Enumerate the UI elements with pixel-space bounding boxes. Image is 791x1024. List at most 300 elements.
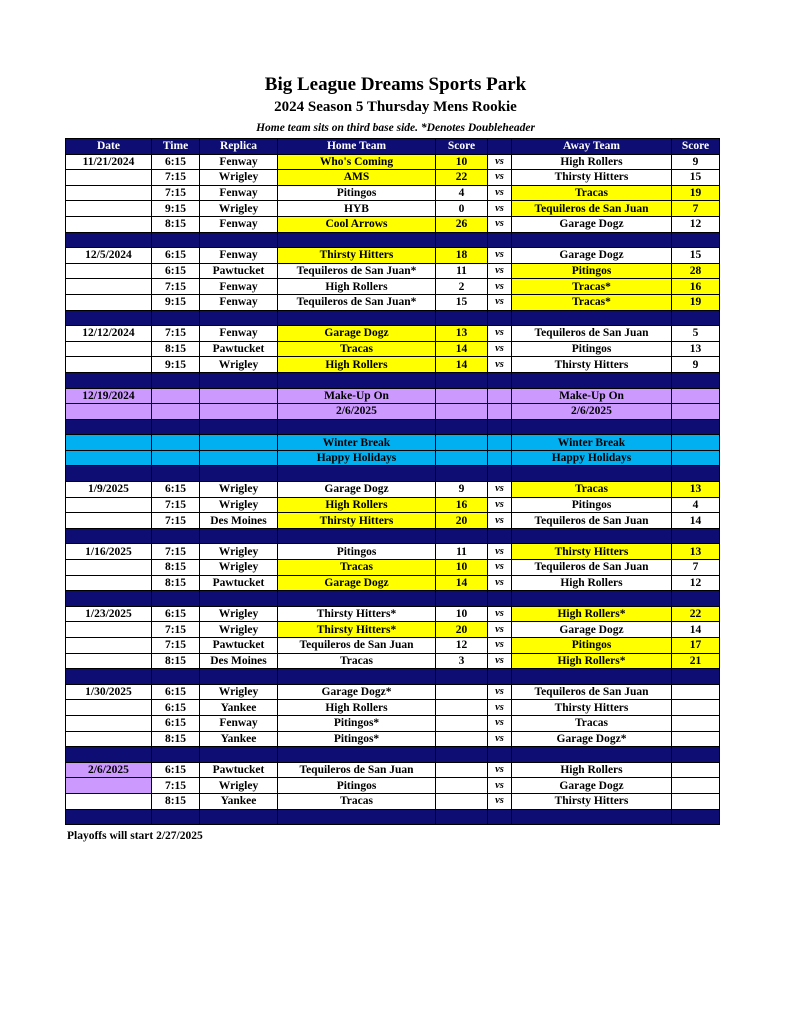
time-cell: 8:15	[152, 216, 200, 232]
away-score-cell: 15	[672, 248, 720, 264]
away-score-cell: 21	[672, 653, 720, 669]
vs-cell: vs	[488, 653, 512, 669]
away-score-cell	[672, 700, 720, 716]
home-team-cell: Make-Up On	[278, 388, 436, 404]
game-row	[66, 638, 720, 654]
page-subtitle: 2024 Season 5 Thursday Mens Rookie	[274, 99, 517, 115]
separator-cell	[152, 669, 200, 685]
home-team-cell: Pitingos	[278, 544, 436, 560]
time-cell	[152, 435, 200, 451]
separator-cell	[66, 591, 152, 607]
away-team-cell: Garage Dogz	[512, 248, 672, 264]
separator-cell	[152, 232, 200, 248]
away-score-cell: 13	[672, 341, 720, 357]
replica-cell: Fenway	[200, 294, 278, 310]
away-score-cell	[672, 435, 720, 451]
date-cell	[66, 700, 152, 716]
home-score-cell: 10	[436, 560, 488, 576]
game-row	[66, 326, 720, 342]
home-score-cell: 14	[436, 575, 488, 591]
time-cell: 6:15	[152, 606, 200, 622]
away-score-cell	[672, 793, 720, 809]
vs-cell: vs	[488, 154, 512, 170]
game-row	[66, 170, 720, 186]
home-team-cell: High Rollers	[278, 700, 436, 716]
replica-cell: Wrigley	[200, 560, 278, 576]
schedule-note: Home team sits on third base side. *Denotes Doubleheader	[256, 122, 535, 134]
replica-cell: Fenway	[200, 216, 278, 232]
home-team-cell: AMS	[278, 170, 436, 186]
time-cell: 8:15	[152, 653, 200, 669]
home-team-cell: Garage Dogz	[278, 575, 436, 591]
home-score-cell	[436, 450, 488, 466]
separator-cell	[278, 419, 436, 435]
away-score-cell: 22	[672, 606, 720, 622]
separator-cell	[278, 591, 436, 607]
home-score-cell	[436, 435, 488, 451]
separator-cell	[200, 310, 278, 326]
separator-cell	[512, 310, 672, 326]
home-team-cell: HYB	[278, 201, 436, 217]
game-row	[66, 684, 720, 700]
time-cell	[152, 404, 200, 420]
away-team-cell: High Rollers	[512, 154, 672, 170]
home-team-cell: Pitingos*	[278, 731, 436, 747]
date-cell	[66, 778, 152, 794]
home-team-cell: Pitingos*	[278, 715, 436, 731]
separator-cell	[436, 372, 488, 388]
home-score-cell: 20	[436, 622, 488, 638]
game-row	[66, 279, 720, 295]
game-row	[66, 762, 720, 778]
time-cell: 6:15	[152, 762, 200, 778]
home-team-cell: 2/6/2025	[278, 404, 436, 420]
separator-row	[66, 528, 720, 544]
time-cell: 7:15	[152, 326, 200, 342]
separator-cell	[436, 232, 488, 248]
separator-cell	[278, 669, 436, 685]
time-cell: 8:15	[152, 341, 200, 357]
time-cell: 6:15	[152, 715, 200, 731]
separator-cell	[512, 232, 672, 248]
separator-row	[66, 232, 720, 248]
time-cell	[152, 388, 200, 404]
separator-cell	[672, 419, 720, 435]
home-score-cell: 15	[436, 294, 488, 310]
separator-cell	[672, 591, 720, 607]
away-score-cell: 13	[672, 544, 720, 560]
separator-row	[66, 809, 720, 825]
away-team-cell: Pitingos	[512, 341, 672, 357]
date-cell	[66, 201, 152, 217]
date-cell	[66, 653, 152, 669]
replica-cell: Pawtucket	[200, 263, 278, 279]
away-team-cell: Garage Dogz	[512, 622, 672, 638]
away-team-cell: Tequileros de San Juan	[512, 684, 672, 700]
date-cell	[66, 450, 152, 466]
game-row	[66, 544, 720, 560]
makeup-row	[66, 388, 720, 404]
game-row	[66, 606, 720, 622]
time-cell: 8:15	[152, 575, 200, 591]
home-score-cell: 2	[436, 279, 488, 295]
vs-cell	[488, 404, 512, 420]
replica-cell: Wrigley	[200, 482, 278, 498]
separator-cell	[512, 466, 672, 482]
replica-cell: Yankee	[200, 731, 278, 747]
date-cell: 12/12/2024	[66, 326, 152, 342]
vs-cell: vs	[488, 762, 512, 778]
separator-cell	[278, 528, 436, 544]
time-cell: 7:15	[152, 638, 200, 654]
vs-cell: vs	[488, 497, 512, 513]
replica-cell: Wrigley	[200, 684, 278, 700]
header-replica: Replica	[200, 139, 278, 155]
replica-cell: Fenway	[200, 185, 278, 201]
header-home-score: Score	[436, 139, 488, 155]
home-score-cell	[436, 762, 488, 778]
separator-cell	[200, 747, 278, 763]
away-team-cell: Tracas	[512, 482, 672, 498]
separator-cell	[66, 232, 152, 248]
separator-cell	[278, 466, 436, 482]
separator-cell	[488, 232, 512, 248]
date-cell	[66, 341, 152, 357]
separator-cell	[66, 669, 152, 685]
separator-row	[66, 419, 720, 435]
separator-cell	[278, 310, 436, 326]
home-score-cell: 14	[436, 357, 488, 373]
separator-cell	[66, 466, 152, 482]
separator-cell	[278, 809, 436, 825]
away-score-cell: 14	[672, 622, 720, 638]
home-score-cell: 22	[436, 170, 488, 186]
replica-cell: Pawtucket	[200, 638, 278, 654]
separator-cell	[488, 669, 512, 685]
header-home-team: Home Team	[278, 139, 436, 155]
home-team-cell: Tequileros de San Juan*	[278, 294, 436, 310]
separator-cell	[488, 419, 512, 435]
separator-cell	[200, 232, 278, 248]
separator-cell	[672, 310, 720, 326]
separator-cell	[512, 528, 672, 544]
separator-cell	[152, 310, 200, 326]
time-cell: 6:15	[152, 154, 200, 170]
time-cell: 7:15	[152, 185, 200, 201]
away-score-cell: 12	[672, 216, 720, 232]
separator-cell	[200, 528, 278, 544]
replica-cell	[200, 404, 278, 420]
away-score-cell: 19	[672, 294, 720, 310]
date-cell	[66, 575, 152, 591]
separator-cell	[200, 419, 278, 435]
replica-cell	[200, 388, 278, 404]
home-score-cell	[436, 793, 488, 809]
break-row	[66, 435, 720, 451]
separator-cell	[488, 528, 512, 544]
time-cell: 8:15	[152, 731, 200, 747]
vs-cell: vs	[488, 544, 512, 560]
replica-cell: Wrigley	[200, 544, 278, 560]
game-row	[66, 357, 720, 373]
date-cell	[66, 404, 152, 420]
away-score-cell: 7	[672, 201, 720, 217]
away-team-cell: Garage Dogz	[512, 778, 672, 794]
header-away-team: Away Team	[512, 139, 672, 155]
home-team-cell: Thirsty Hitters	[278, 513, 436, 529]
separator-cell	[436, 809, 488, 825]
away-team-cell: Make-Up On	[512, 388, 672, 404]
vs-cell	[488, 450, 512, 466]
away-team-cell: Winter Break	[512, 435, 672, 451]
away-score-cell: 16	[672, 279, 720, 295]
time-cell: 7:15	[152, 497, 200, 513]
away-score-cell: 28	[672, 263, 720, 279]
game-row	[66, 216, 720, 232]
date-cell	[66, 185, 152, 201]
home-team-cell: Cool Arrows	[278, 216, 436, 232]
date-cell	[66, 294, 152, 310]
away-team-cell: Tracas*	[512, 279, 672, 295]
separator-cell	[436, 419, 488, 435]
header-away-score: Score	[672, 139, 720, 155]
away-score-cell	[672, 778, 720, 794]
replica-cell: Pawtucket	[200, 341, 278, 357]
date-cell	[66, 638, 152, 654]
away-team-cell: 2/6/2025	[512, 404, 672, 420]
vs-cell	[488, 435, 512, 451]
away-score-cell: 12	[672, 575, 720, 591]
header-vs	[488, 139, 512, 155]
separator-cell	[200, 669, 278, 685]
replica-cell: Wrigley	[200, 606, 278, 622]
separator-cell	[512, 669, 672, 685]
vs-cell: vs	[488, 294, 512, 310]
replica-cell: Fenway	[200, 326, 278, 342]
separator-row	[66, 747, 720, 763]
replica-cell: Fenway	[200, 279, 278, 295]
replica-cell: Wrigley	[200, 201, 278, 217]
replica-cell: Fenway	[200, 248, 278, 264]
away-team-cell: Pitingos	[512, 497, 672, 513]
separator-row	[66, 310, 720, 326]
away-team-cell: High Rollers	[512, 575, 672, 591]
away-score-cell: 15	[672, 170, 720, 186]
date-cell	[66, 513, 152, 529]
date-cell	[66, 560, 152, 576]
time-cell: 8:15	[152, 793, 200, 809]
vs-cell: vs	[488, 357, 512, 373]
separator-cell	[512, 591, 672, 607]
away-team-cell: High Rollers*	[512, 606, 672, 622]
home-score-cell: 0	[436, 201, 488, 217]
separator-cell	[436, 591, 488, 607]
separator-cell	[488, 747, 512, 763]
game-row	[66, 497, 720, 513]
header-time: Time	[152, 139, 200, 155]
separator-cell	[200, 466, 278, 482]
home-score-cell: 10	[436, 154, 488, 170]
away-team-cell: Tracas	[512, 715, 672, 731]
date-cell	[66, 715, 152, 731]
separator-row	[66, 591, 720, 607]
home-score-cell	[436, 715, 488, 731]
home-team-cell: Thirsty Hitters	[278, 248, 436, 264]
separator-cell	[436, 669, 488, 685]
vs-cell: vs	[488, 560, 512, 576]
vs-cell: vs	[488, 326, 512, 342]
home-score-cell	[436, 388, 488, 404]
home-score-cell	[436, 778, 488, 794]
vs-cell: vs	[488, 341, 512, 357]
away-score-cell	[672, 715, 720, 731]
separator-cell	[512, 419, 672, 435]
vs-cell: vs	[488, 185, 512, 201]
time-cell: 7:15	[152, 279, 200, 295]
vs-cell: vs	[488, 606, 512, 622]
header-date: Date	[66, 139, 152, 155]
time-cell: 6:15	[152, 482, 200, 498]
separator-row	[66, 372, 720, 388]
game-row	[66, 793, 720, 809]
vs-cell	[488, 388, 512, 404]
vs-cell: vs	[488, 513, 512, 529]
vs-cell: vs	[488, 793, 512, 809]
away-team-cell: Tracas	[512, 185, 672, 201]
date-cell: 1/30/2025	[66, 684, 152, 700]
separator-cell	[278, 372, 436, 388]
away-score-cell: 9	[672, 154, 720, 170]
replica-cell	[200, 435, 278, 451]
away-score-cell: 5	[672, 326, 720, 342]
home-score-cell: 20	[436, 513, 488, 529]
away-score-cell: 19	[672, 185, 720, 201]
home-score-cell: 16	[436, 497, 488, 513]
separator-cell	[672, 528, 720, 544]
vs-cell: vs	[488, 731, 512, 747]
separator-cell	[436, 466, 488, 482]
time-cell: 9:15	[152, 357, 200, 373]
separator-cell	[66, 747, 152, 763]
game-row	[66, 248, 720, 264]
home-score-cell: 10	[436, 606, 488, 622]
replica-cell: Pawtucket	[200, 575, 278, 591]
home-team-cell: Tracas	[278, 793, 436, 809]
home-score-cell: 4	[436, 185, 488, 201]
home-team-cell: High Rollers	[278, 357, 436, 373]
home-score-cell: 18	[436, 248, 488, 264]
separator-cell	[152, 591, 200, 607]
game-row	[66, 715, 720, 731]
separator-cell	[152, 809, 200, 825]
date-cell	[66, 170, 152, 186]
game-row	[66, 560, 720, 576]
vs-cell: vs	[488, 263, 512, 279]
home-team-cell: Pitingos	[278, 185, 436, 201]
time-cell: 9:15	[152, 294, 200, 310]
away-team-cell: Tequileros de San Juan	[512, 326, 672, 342]
game-row	[66, 731, 720, 747]
replica-cell: Wrigley	[200, 778, 278, 794]
replica-cell: Wrigley	[200, 497, 278, 513]
separator-cell	[152, 372, 200, 388]
separator-cell	[672, 372, 720, 388]
away-team-cell: Thirsty Hitters	[512, 357, 672, 373]
replica-cell: Pawtucket	[200, 762, 278, 778]
vs-cell: vs	[488, 715, 512, 731]
away-score-cell	[672, 731, 720, 747]
separator-cell	[488, 809, 512, 825]
separator-cell	[672, 232, 720, 248]
away-team-cell: High Rollers	[512, 762, 672, 778]
away-team-cell: Garage Dogz	[512, 216, 672, 232]
away-team-cell: Thirsty Hitters	[512, 170, 672, 186]
separator-cell	[66, 310, 152, 326]
away-team-cell: Happy Holidays	[512, 450, 672, 466]
replica-cell: Wrigley	[200, 170, 278, 186]
away-team-cell: Garage Dogz*	[512, 731, 672, 747]
away-team-cell: Tequileros de San Juan	[512, 201, 672, 217]
away-team-cell: Tracas*	[512, 294, 672, 310]
game-row	[66, 622, 720, 638]
separator-cell	[152, 466, 200, 482]
game-row	[66, 201, 720, 217]
replica-cell: Wrigley	[200, 622, 278, 638]
home-team-cell: Pitingos	[278, 778, 436, 794]
replica-cell: Des Moines	[200, 653, 278, 669]
date-cell	[66, 216, 152, 232]
date-cell: 12/5/2024	[66, 248, 152, 264]
date-cell: 1/9/2025	[66, 482, 152, 498]
time-cell: 7:15	[152, 513, 200, 529]
separator-cell	[200, 591, 278, 607]
away-team-cell: Thirsty Hitters	[512, 700, 672, 716]
separator-cell	[200, 809, 278, 825]
away-score-cell	[672, 762, 720, 778]
time-cell	[152, 450, 200, 466]
time-cell: 7:15	[152, 170, 200, 186]
separator-cell	[278, 747, 436, 763]
playoffs-note: Playoffs will start 2/27/2025	[67, 830, 203, 842]
time-cell: 9:15	[152, 201, 200, 217]
home-score-cell	[436, 731, 488, 747]
game-row	[66, 185, 720, 201]
home-score-cell	[436, 404, 488, 420]
separator-cell	[152, 528, 200, 544]
separator-cell	[672, 809, 720, 825]
away-score-cell: 9	[672, 357, 720, 373]
separator-cell	[512, 372, 672, 388]
separator-cell	[672, 466, 720, 482]
away-team-cell: Pitingos	[512, 638, 672, 654]
home-score-cell: 11	[436, 263, 488, 279]
date-cell	[66, 357, 152, 373]
home-score-cell: 3	[436, 653, 488, 669]
away-score-cell: 7	[672, 560, 720, 576]
vs-cell: vs	[488, 778, 512, 794]
home-team-cell: Garage Dogz*	[278, 684, 436, 700]
vs-cell: vs	[488, 482, 512, 498]
home-team-cell: Garage Dogz	[278, 326, 436, 342]
vs-cell: vs	[488, 700, 512, 716]
vs-cell: vs	[488, 638, 512, 654]
time-cell: 6:15	[152, 248, 200, 264]
home-score-cell: 12	[436, 638, 488, 654]
separator-cell	[66, 528, 152, 544]
game-row	[66, 700, 720, 716]
home-team-cell: Tequileros de San Juan*	[278, 263, 436, 279]
separator-row	[66, 669, 720, 685]
